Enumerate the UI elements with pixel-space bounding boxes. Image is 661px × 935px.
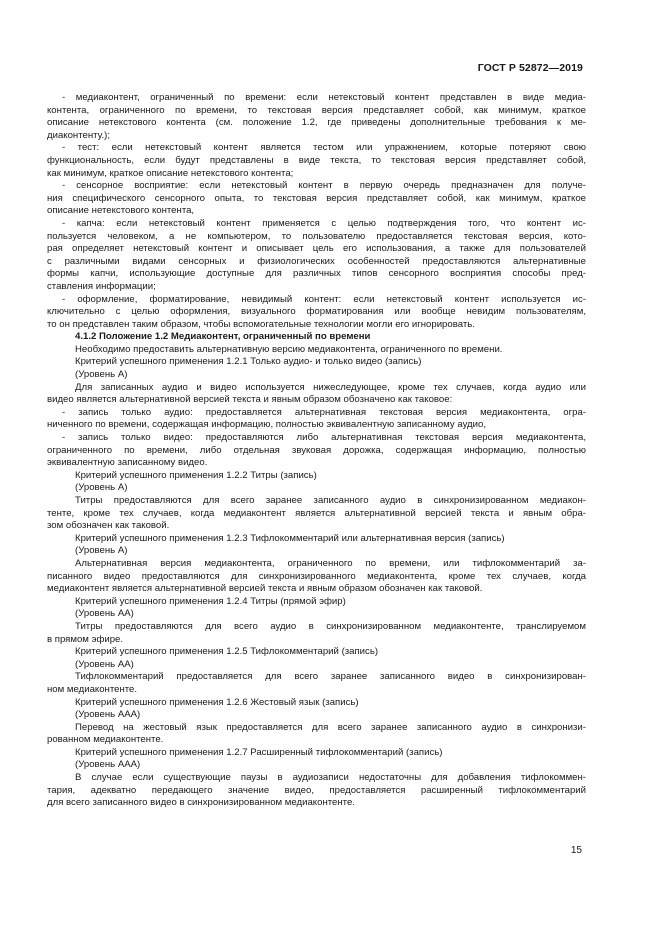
text-line: ключительно с целью оформления, визуального форматирования или вообще невидим пользователям, bbox=[47, 306, 586, 318]
text-line: (Уровень ААА) bbox=[75, 759, 141, 771]
text-line: функциональность, если будут представлены в виде текста, то текстовая версия представляет собой, bbox=[47, 154, 586, 166]
text-line: формы капчи, использующие доступные для различных типов сенсорного восприятия способы пред- bbox=[47, 268, 586, 280]
text-line: как минимум, краткое описание нетекстового контента; bbox=[47, 167, 294, 179]
text-line: Альтернативная версия медиаконтента, ограниченного по времени, или тифлокомментарий за- bbox=[75, 557, 586, 569]
text-line: тария, адекватно передающего значение видео, предоставляется расширенный тифлокомментарий bbox=[47, 784, 586, 796]
page-number: 15 bbox=[570, 845, 582, 856]
text-line: (Уровень А) bbox=[75, 482, 128, 494]
text-line: (Уровень ААА) bbox=[75, 709, 141, 721]
text-line: ниченного по времени, содержащая информацию, полностью эквивалентную записанному аудио, bbox=[47, 419, 487, 431]
text-line: эквивалентную записанному видео. bbox=[47, 457, 208, 469]
text-line: контента, ограниченного по времени, то текстовая версия представляет собой, как минимум, краткое bbox=[47, 104, 586, 116]
text-line: для всего записанного видео в синхронизированном медиаконтенте. bbox=[47, 797, 355, 809]
text-line: рая определяет нетекстовый контент и описывает цель его использования, а также для пользователей bbox=[47, 243, 586, 255]
text-line: рованном медиаконтенте. bbox=[47, 734, 164, 746]
text-line: Титры предоставляются для всего аудио в синхронизированном медиаконтенте, транслируемом bbox=[75, 620, 586, 632]
text-line: (Уровень АА) bbox=[75, 608, 134, 620]
text-line: ния специфического сенсорного опыта, то текстовая версия представляет собой, как минимум, краткое bbox=[47, 192, 586, 204]
text-line: Критерий успешного применения 1.2.3 Тифлокомментарий или альтернативная версия (запись) bbox=[75, 532, 505, 544]
text-line: Критерий успешного применения 1.2.7 Расширенный тифлокомментарий (запись) bbox=[75, 746, 443, 758]
text-line: Необходимо предоставить альтернативную версию медиаконтента, ограниченного по времени. bbox=[75, 343, 503, 355]
text-line: пользуется человеком, а не компьютером, то пользователю предоставляется текстовая версия, кото- bbox=[47, 230, 586, 242]
text-line: - капча: если нетекстовый контент применяется с целью подтверждения того, что контент ис- bbox=[62, 217, 586, 229]
text-line: ном медиаконтенте. bbox=[47, 683, 138, 695]
text-line: - сенсорное восприятие: если нетекстовый контент в первую очередь предназначен для получе- bbox=[62, 180, 586, 192]
text-line: ограниченного по времени, либо отдельная звуковая дорожка, содержащая информацию, полностью bbox=[47, 444, 586, 456]
text-line: (Уровень А) bbox=[75, 545, 128, 557]
text-line: ставления информации; bbox=[47, 280, 156, 292]
section-heading: 4.1.2 Положение 1.2 Медиаконтент, ограниченный по времени bbox=[75, 331, 371, 343]
text-line: - тест: если нетекстовый контент является тестом или упражнением, которые потеряют свою bbox=[62, 142, 586, 154]
text-line: В случае если существующие паузы в аудиозаписи недостаточны для добавления тифлокоммен- bbox=[75, 772, 586, 784]
text-line: Критерий успешного применения 1.2.6 Жестовый язык (запись) bbox=[75, 696, 359, 708]
text-line: Для записанных аудио и видео используется нижеследующее, кроме тех случаев, когда аудио или bbox=[75, 381, 586, 393]
text-line: Перевод на жестовый язык предоставляется для всего заранее записанного аудио в синхронизи- bbox=[75, 721, 586, 733]
text-line: медиаконтент является альтернативной версией текста и явным образом обозначен как таковой. bbox=[47, 583, 483, 595]
document-header: ГОСТ Р 52872—2019 bbox=[477, 62, 583, 74]
text-line: (Уровень А) bbox=[75, 369, 128, 381]
text-line: (Уровень АА) bbox=[75, 658, 134, 670]
text-line: тенте, кроме тех случаев, когда медиаконтент является альтернативной версией текста и явным обра- bbox=[47, 507, 586, 519]
text-line: с различными видами сенсорных и физиологических особенностей предоставляются альтернативные bbox=[47, 255, 586, 267]
text-line: описание нетекстового контента, bbox=[47, 205, 195, 217]
text-line: зом обозначен как таковой. bbox=[47, 520, 170, 532]
text-line: диаконтенту.); bbox=[47, 129, 111, 141]
text-line: Тифлокомментарий предоставляется для всего заранее записанного видео в синхронизирован- bbox=[75, 671, 586, 683]
text-line: - запись только аудио: предоставляется альтернативная текстовая версия медиаконтента, огра- bbox=[62, 406, 586, 418]
text-line: Критерий успешного применения 1.2.2 Титры (запись) bbox=[75, 469, 317, 481]
text-line: писанного видео предоставляются для синхронизированного медиаконтента, кроме тех случаев, когда bbox=[47, 570, 586, 582]
text-line: Титры предоставляются для всего заранее записанного аудио в синхронизированном медиакон- bbox=[75, 495, 586, 506]
text-line: Критерий успешного применения 1.2.4 Титры (прямой эфир) bbox=[75, 595, 346, 607]
text-line: - медиаконтент, ограниченный по времени: если нетекстовый контент представлен в виде медиа- bbox=[62, 92, 586, 103]
document-body bbox=[47, 92, 586, 810]
text-line: - запись только видео: предоставляются либо альтернативная текстовая версия медиаконтента, bbox=[62, 432, 586, 444]
text-line: видео является альтернативной версией текста и явным образом обозначено как таковое: bbox=[47, 394, 453, 406]
text-line: в прямом эфире. bbox=[47, 633, 124, 645]
text-line: Критерий успешного применения 1.2.5 Тифлокомментарий (запись) bbox=[75, 646, 379, 658]
text-line: описание нетекстового контента (см. положение 1.2, где приведены дополнительные требования к ме- bbox=[47, 117, 586, 129]
text-line: Критерий успешного применения 1.2.1 Только аудио- и только видео (запись) bbox=[75, 356, 422, 368]
text-line: - оформление, форматирование, невидимый контент: если нетекстовый контент используется ис- bbox=[62, 293, 586, 305]
text-line: то он представлен таким образом, чтобы вспомогательные технологии могли его игнорировать. bbox=[47, 318, 475, 330]
